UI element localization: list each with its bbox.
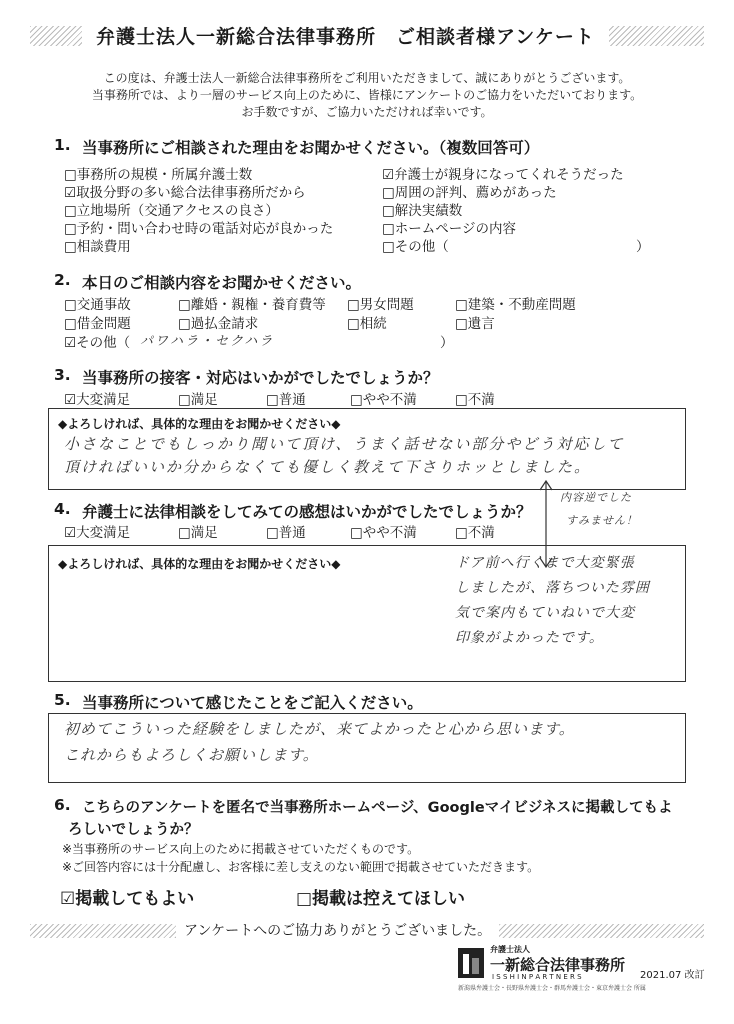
q1-option-reputation[interactable]: □周囲の評判、薦めがあった xyxy=(382,185,557,201)
intro-line-1: この度は、弁護士法人一新総合法律事務所をご利用いただきまして、誠にありがとうございます。 xyxy=(103,71,631,85)
q2-option-realestate[interactable]: □建築・不動産問題 xyxy=(455,297,576,313)
q1-option-homepage[interactable]: □ホームページの内容 xyxy=(382,221,516,237)
q6-note-2: ※ご回答内容には十分配慮し、お客様に差し支えのない範囲で掲載させていただきます。 xyxy=(62,860,540,874)
q2-option-will[interactable]: □遺言 xyxy=(455,316,495,332)
side-note-line-1: 内容逆でした xyxy=(560,491,632,504)
q1-option-location[interactable]: □立地場所（交通アクセスの良さ） xyxy=(64,203,279,219)
revision-date: 2021.07 改訂 xyxy=(640,970,705,981)
q3-comment-line-1: 小さなことでもしっかり聞いて頂け、うまく話せない部分やどう対応して xyxy=(64,435,625,453)
q2-question: 本日のご相談内容をお聞かせください。 xyxy=(82,274,362,292)
q3-comment-prompt: ◆よろしければ、具体的な理由をお聞かせください◆ xyxy=(58,417,341,431)
q4-option-slightly-dissatisfied[interactable]: □やや不満 xyxy=(350,525,417,541)
q2-option-other[interactable]: ☑その他（ xyxy=(64,335,131,351)
footer-thanks: アンケートへのご協力ありがとうございました。 xyxy=(176,920,499,940)
q2-option-relationship[interactable]: □男女問題 xyxy=(347,297,414,313)
q1-number: 1. xyxy=(54,136,71,154)
q5-comment-line-1: 初めてこういった経験をしましたが、来てよかったと心から思います。 xyxy=(64,720,575,738)
firm-associations: 新潟県弁護士会・長野県弁護士会・群馬弁護士会・東京弁護士会 所属 xyxy=(458,985,646,992)
q2-number: 2. xyxy=(54,271,71,289)
q6-question-line-1: こちらのアンケートを匿名で当事務所ホームページ、Googleマイビジネスに掲載してもよ xyxy=(82,800,673,816)
page-title: 弁護士法人一新総合法律事務所 ご相談者様アンケート xyxy=(82,22,609,49)
q4-question: 弁護士に法律相談をしてみての感想はいかがでしたでしょうか？ xyxy=(82,503,532,521)
q6-note-1: ※当事務所のサービス向上のために掲載させていただくものです。 xyxy=(62,842,420,856)
q2-option-inheritance[interactable]: □相続 xyxy=(347,316,387,332)
q5-question: 当事務所について感じたことをご記入ください。 xyxy=(82,694,423,712)
q3-comment-line-2: 頂ければいいか分からなくても優しく教えて下さりホッとしました。 xyxy=(64,458,592,476)
q2-other-handwriting: パワハラ・セクハラ xyxy=(140,334,275,349)
intro-line-2: 当事務所では、より一層のサービス向上のために、皆様にアンケートのご協力をいただいております。 xyxy=(91,88,643,102)
q6-number: 6. xyxy=(54,796,71,814)
firm-logo-icon xyxy=(458,948,484,978)
q6-question-line-2: ろしいでしょうか？ xyxy=(68,822,199,838)
q2-option-debt[interactable]: □借金問題 xyxy=(64,316,131,332)
q4-option-satisfied[interactable]: □満足 xyxy=(178,525,218,541)
q1-option-results[interactable]: □解決実績数 xyxy=(382,203,463,219)
q6-option-allow[interactable]: ☑掲載してもよい xyxy=(60,889,195,909)
q2-option-overpayment[interactable]: □過払金請求 xyxy=(178,316,259,332)
q1-option-phone[interactable]: □予約・問い合わせ時の電話対応が良かった xyxy=(64,221,334,237)
q2-option-divorce[interactable]: □離婚・親権・養育費等 xyxy=(178,297,326,313)
q3-question: 当事務所の接客・対応はいかがでしたでしょうか？ xyxy=(82,369,439,387)
q1-option-kind-lawyer[interactable]: ☑弁護士が親身になってくれそうだった xyxy=(382,167,624,183)
firm-name: 一新総合法律事務所 xyxy=(490,956,626,974)
q5-comment-line-2: これからもよろしくお願いします。 xyxy=(64,746,319,764)
q3-option-satisfied[interactable]: □満足 xyxy=(178,392,218,408)
q1-option-scale[interactable]: □事務所の規模・所属弁護士数 xyxy=(64,167,253,183)
q4-comment-line-4: 印象がよかったです。 xyxy=(455,630,604,646)
q4-option-neutral[interactable]: □普通 xyxy=(266,525,306,541)
intro-line-3: お手数ですが、ご協力いただければ幸いです。 xyxy=(241,105,493,119)
q3-option-very-satisfied[interactable]: ☑大変満足 xyxy=(64,392,131,408)
q3-option-slightly-dissatisfied[interactable]: □やや不満 xyxy=(350,392,417,408)
q4-comment-line-1: ドア前へ行くまで大変緊張 xyxy=(455,555,635,571)
q4-number: 4. xyxy=(54,500,71,518)
q3-number: 3. xyxy=(54,366,71,384)
q1-option-fee[interactable]: □相談費用 xyxy=(64,239,131,255)
q1-option-other[interactable]: □その他（ xyxy=(382,239,449,255)
q2-option-traffic[interactable]: □交通事故 xyxy=(64,297,131,313)
q3-option-neutral[interactable]: □普通 xyxy=(266,392,306,408)
side-note-line-2: すみません！ xyxy=(566,514,638,527)
q1-option-other-close: ） xyxy=(636,239,650,255)
firm-partners: I S S H I N P A R T N E R S xyxy=(492,973,582,981)
q5-number: 5. xyxy=(54,691,71,709)
q4-option-dissatisfied[interactable]: □不満 xyxy=(455,525,495,541)
q1-question: 当事務所にご相談された理由をお聞かせください。（複数回答可） xyxy=(82,139,540,157)
firm-corp-type: 弁護士法人 xyxy=(490,945,530,954)
q6-option-decline[interactable]: □掲載は控えてほしい xyxy=(296,889,466,909)
q3-option-dissatisfied[interactable]: □不満 xyxy=(455,392,495,408)
q4-comment-prompt: ◆よろしければ、具体的な理由をお聞かせください◆ xyxy=(58,557,341,571)
q1-option-many-fields[interactable]: ☑取扱分野の多い総合法律事務所だから xyxy=(64,185,306,201)
q4-comment-line-2: しましたが、落ちついた雰囲 xyxy=(455,580,650,596)
q4-option-very-satisfied[interactable]: ☑大変満足 xyxy=(64,525,131,541)
q4-comment-line-3: 気で案内もていねいで大変 xyxy=(455,605,635,621)
q2-option-other-close: ） xyxy=(440,335,454,351)
